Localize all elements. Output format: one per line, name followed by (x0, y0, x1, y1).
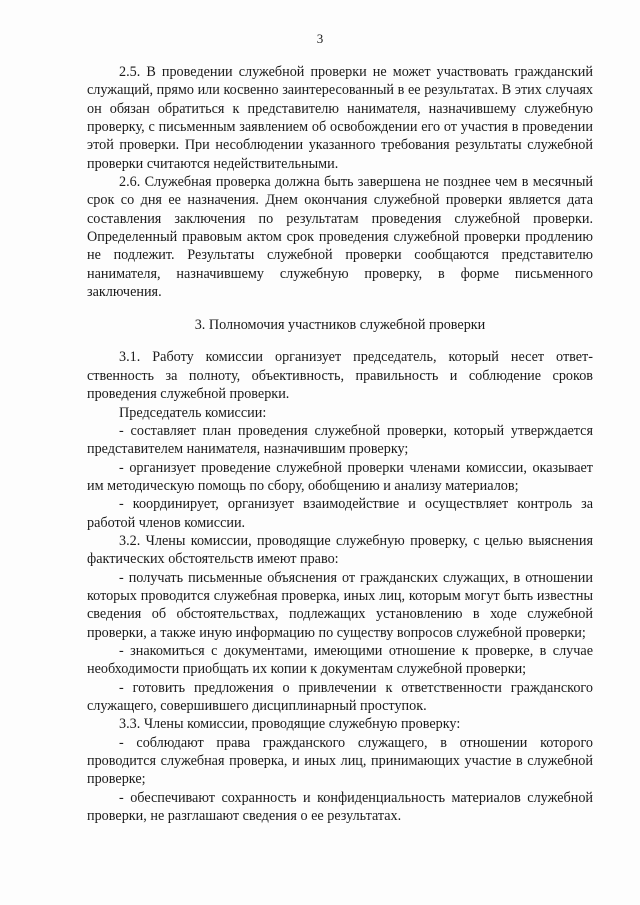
document-body (87, 63, 593, 825)
paragraph-3-3: 3.3. Члены комиссии, проводящие служебную проверку: (119, 716, 461, 733)
member-duty-rights: - соблюдают права гражданского служащего, в отношении которого проводится служебная проверка, и иных лиц, принимающих участие в служебной проверке; (87, 734, 593, 788)
chairman-intro: Председатель комиссии: (119, 404, 267, 421)
member-duty-confidentiality: - обеспечивают сохранность и конфиденциальность материалов служебной проверки, не разглашают сведения о ее результатах. (87, 789, 593, 825)
chairman-duty-organize: - организует проведение служебной проверки членами комиссии, оказывает им методическую помощь по сбору, обобщению и анализу материалов; (87, 459, 593, 494)
paragraph-3-1: 3.1. Работу комиссии организует председатель, который несет ответственность за полноту, объективность, правильность и соблюдение сроков проведения служебной проверки. (87, 349, 593, 403)
member-right-proposals: - готовить предложения о привлечении к ответственности гражданского служащего, совершившего дисциплинарный проступок. (87, 679, 593, 714)
member-right-explanations: - получать письменные объяснения от гражданских служащих, в отношении которых проводится служебная проверка, иных лиц, которым могут быть известны сведения об обстоятельствах, подлежащих установлению в ходе служебной проверки, а также иную информацию по существу вопросов служебной проверки; (87, 569, 593, 641)
chairman-duty-coordinate: - координирует, организует взаимодействие и осуществляет контроль за работой членов комиссии. (87, 496, 593, 531)
member-right-documents: - знакомиться с документами, имеющими отношение к проверке, в случае необходимости приобщать их копии к документам служебной проверки; (87, 642, 593, 678)
paragraph-2-5: 2.5. В проведении служебной проверки не может участвовать гражданский служащий, прямо или косвенно заинтересованный в ее результатах. В этих случаях он обязан обратиться к представителю нанимателя, назначившему служебную проверку, с письменным заявлением об освобождении его от участия в проведении этой проверки. При несоблюдении указанного требования результаты служебной проверки считаются недействительными. (87, 64, 593, 172)
chairman-duty-plan: - составляет план проведения служебной проверки, который утверждается представителем нанимателя, назначившим проверку; (87, 422, 593, 458)
paragraph-2-6: 2.6. Служебная проверка должна быть завершена не позднее чем в месячный срок со дня ее назначения. Днем окончания служебной проверки является дата составления заключения по результатам проведения служебной проверки. Определенный правовым актом срок проведения служебной проверки продлению не подлежит. Результаты служебной проверки сообщаются представителю нанимателя, назначившему служебную проверку, в форме письменного заключения. (87, 174, 593, 301)
section-heading: 3. Полномочия участников служебной проверки (194, 317, 486, 334)
paragraph-3-2: 3.2. Члены комиссии, проводящие служебную проверку, с целью выяснения фактических обстоятельств имеют право: (87, 532, 593, 568)
page-number: 3 (316, 31, 324, 46)
